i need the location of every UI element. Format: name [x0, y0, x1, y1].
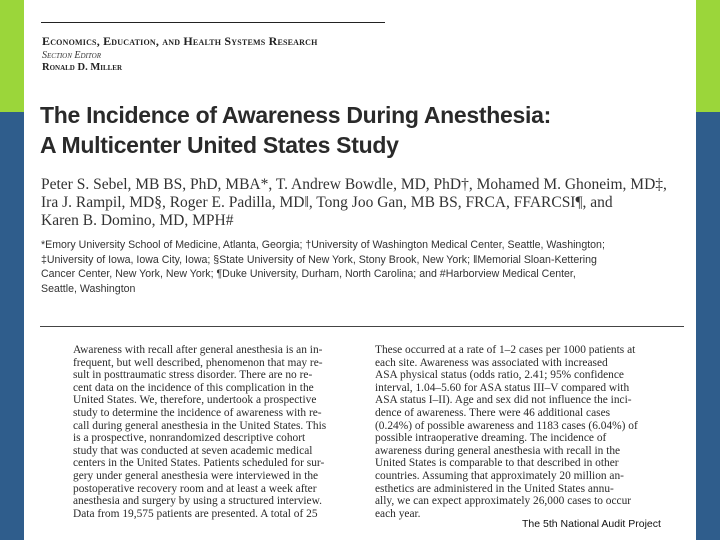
side-rail-left [0, 112, 24, 540]
abstract-line: call during general anesthesia in the United States. This [73, 419, 327, 432]
abstract-line: each year. [375, 507, 421, 520]
abstract-line: centers in the United States. Patients scheduled for sur- [73, 457, 325, 470]
abstract-line: countries. Assuming that approximately 20 million an- [375, 469, 624, 482]
abstract-line: study that was conducted at seven academic medical [73, 444, 313, 457]
header-rule [41, 22, 385, 23]
author-list [41, 176, 691, 230]
abstract-divider [40, 326, 684, 327]
abstract-line: study to determine the incidence of awareness with re- [73, 406, 322, 419]
abstract-line: dence of awareness. There were 46 additional cases [375, 406, 611, 419]
abstract-line: United States. We, therefore, undertook a prospective [73, 394, 317, 407]
abstract-line: ASA physical status (odds ratio, 2.41; 95% confidence [375, 369, 624, 382]
abstract-line: frequent, but well described, phenomenon that may re- [73, 356, 323, 369]
author-line: Peter S. Sebel, MB BS, PhD, MBA*, T. Andrew Bowdle, MD, PhD†, Mohamed M. Ghoneim, MD‡, [41, 176, 667, 193]
abstract-line: ASA status I–II). Age and sex did not influence the inci- [375, 394, 632, 407]
author-line: Karen B. Domino, MD, MPH# [41, 212, 234, 229]
abstract-line: Data from 19,575 patients are presented. A total of 25 [73, 507, 318, 520]
abstract-line: postoperative recovery room and at least a week after [73, 482, 317, 495]
abstract-line: gery under general anesthesia were interviewed in the [73, 469, 319, 482]
abstract-line: awareness during general anesthesia with recall in the [375, 444, 621, 457]
affiliation-line: *Emory University School of Medicine, Atlanta, Georgia; †University of Washington Medical Center, Seattle, Washington; [41, 239, 605, 251]
abstract-line: esthetics are administered in the United States annu- [375, 482, 614, 495]
top-band-right [696, 0, 720, 112]
title-line: A Multicenter United States Study [40, 132, 399, 158]
article-page [24, 0, 696, 540]
section-heading: Economics, Education, and Health Systems Research [42, 34, 318, 48]
abstract-line: ally, we can expect approximately 26,000 cases to occur [375, 495, 632, 508]
abstract-line: each site. Awareness was associated with increased [375, 356, 608, 369]
abstract-line: is a prospective, nonrandomized descriptive cohort [73, 432, 306, 445]
article-title [40, 100, 680, 160]
affiliation-line: Seattle, Washington [41, 282, 136, 295]
abstract-line: possible intraoperative dreaming. The incidence of [375, 432, 607, 445]
abstract-line: interval, 1.04–5.60 for ASA status III–V compared with [375, 381, 630, 394]
abstract-line: anesthesia and surgery by using a structured interview. [73, 495, 322, 508]
abstract-column-left [73, 344, 355, 520]
abstract-line: Awareness with recall after general anesthesia is an in- [73, 344, 323, 356]
top-band-left [0, 0, 24, 112]
side-rail-right [696, 112, 720, 540]
section-editor-label: Section Editor [42, 50, 101, 61]
abstract-line: United States is comparable to that described in other [375, 457, 619, 470]
abstract-line: cent data on the incidence of this complication in the [73, 381, 314, 394]
abstract-line: (0.24%) of possible awareness and 1183 cases (6.04%) of [375, 419, 638, 432]
affiliations [41, 238, 691, 296]
abstract-line: These occurred at a rate of 1–2 cases per 1000 patients at [375, 344, 636, 356]
affiliation-line: Cancer Center, New York, New York; ¶Duke University, Durham, North Carolina; and #Harborview Medical Center, [41, 268, 576, 280]
section-editor-name: Ronald D. Miller [42, 62, 123, 73]
author-line: Ira J. Rampil, MD§, Roger E. Padilla, MD‖, Tong Joo Gan, MB BS, FRCA, FFARCSI¶, and [41, 194, 613, 211]
title-line: The Incidence of Awareness During Anesthesia: [40, 102, 551, 128]
footer-caption: The 5th National Audit Project [522, 518, 661, 530]
abstract-line: sult in posttraumatic stress disorder. There are no re- [73, 369, 313, 382]
abstract-column-right [375, 344, 661, 520]
affiliation-line: ‡University of Iowa, Iowa City, Iowa; §State University of New York, Stony Brook, New York; ‖Memorial Sloan-Kettering [41, 253, 597, 266]
